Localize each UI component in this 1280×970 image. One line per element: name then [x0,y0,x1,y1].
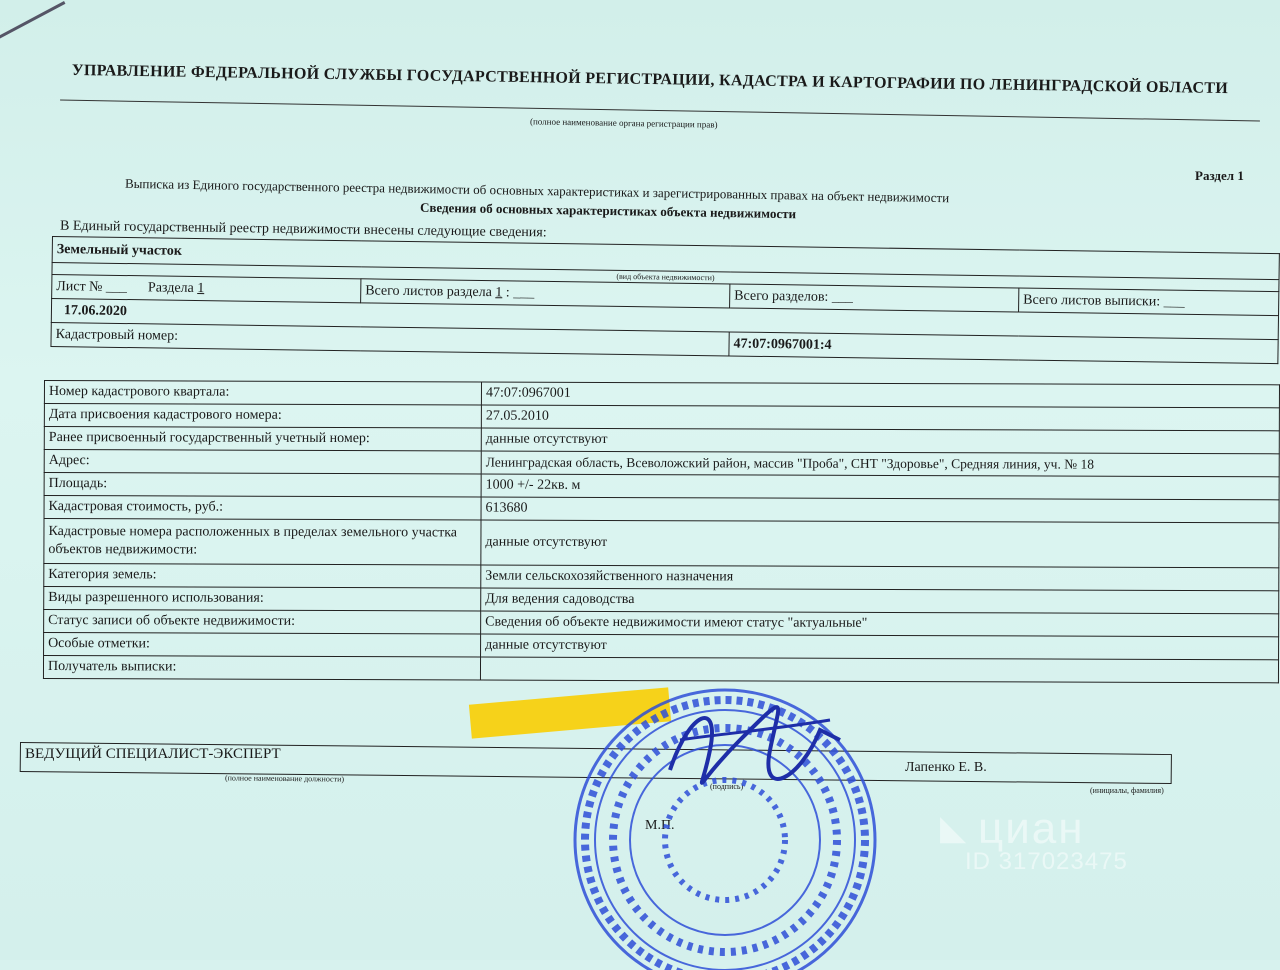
signature-caption: (подпись) [710,782,744,791]
row-label: Кадастровая стоимость, руб.: [44,496,481,521]
total-sheets-cell: Всего листов выписки: ___ [1019,288,1279,316]
row-value: 1000 +/- 22кв. м [481,474,1279,500]
position-title: ВЕДУЩИЙ СПЕЦИАЛИСТ-ЭКСПЕРТ [25,746,281,762]
sheet-cell: Лист № ___ Раздела 1 [52,275,361,303]
row-label: Статус записи об объекте недвижимости: [44,610,481,635]
signer-name: Лапенко Е. В. [905,760,987,775]
row-value: Для ведения садоводства [481,588,1279,614]
row-label: Ранее присвоенный государственный учетный номер: [44,427,481,452]
row-value: Сведения об объекте недвижимости имеют статус "актуальные" [481,611,1279,637]
total-sheets-section-label: Всего листов раздела [365,282,492,300]
signature-icon [650,680,850,800]
total-sheets-label: Всего листов выписки: [1023,292,1161,309]
pin-mark [0,1,65,46]
row-value: данные отсутствуют [481,520,1279,568]
row-label: Категория земель: [44,564,481,589]
row-value: 613680 [481,497,1279,523]
seal-mark: М.П. [645,818,675,833]
total-sections-cell: Всего разделов: ___ [730,284,1019,312]
cadastral-number: 47:07:0967001:4 [729,332,1278,364]
section-num-label: Раздела [147,279,194,296]
table-row [44,519,1279,568]
row-label: Виды разрешенного использования: [44,587,481,612]
watermark-id: ID 317023475 [965,848,1128,875]
total-sheets-section-cell: Всего листов раздела 1 : ___ [361,279,730,308]
position-caption: (полное наименование должности) [224,773,345,784]
row-value: 47:07:0967001 [481,382,1279,408]
row-label: Площадь: [44,473,481,498]
row-value: Ленинградская область, Всеволожский район, массив "Проба", СНТ "Здоровье", Средняя линия, уч. № 18 [481,451,1279,477]
cadastral-label: Кадастровый номер: [51,322,729,355]
row-label: Особые отметки: [44,633,481,658]
watermark-brand: циан [978,804,1085,853]
object-type-caption: (вид объекта недвижимости) [52,263,1279,292]
object-header-table [50,236,1279,364]
total-sections-label: Всего разделов: [734,288,829,305]
object-type: Земельный участок [52,237,1279,280]
intro-text: В Единый государственный реестр недвижимости внесены следующие сведения: [59,218,547,241]
row-label: Дата присвоения кадастрового номера: [44,404,481,429]
section-label: Раздел 1 [1195,168,1244,183]
row-value: данные отсутствуют [481,634,1279,660]
subtitle: Сведения об основных характеристиках объекта недвижимости [419,199,797,222]
row-value: 27.05.2010 [481,405,1279,431]
org-caption: (полное наименование органа регистрации прав) [529,116,718,130]
row-label: Получатель выписки: [43,656,480,681]
row-label: Адрес: [44,450,481,475]
section-num: 1 [197,280,205,296]
extract-title: Выписка из Единого государственного реестра недвижимости об основных характеристиках и зарегистрированных правах на объект недвижимости [124,175,950,206]
row-value: Земли сельскохозяйственного назначения [481,565,1279,591]
row-value: данные отсутствуют [481,428,1279,454]
extract-date: 17.06.2020 [51,299,1278,340]
sheet-label: Лист № [56,278,103,295]
watermark-logo-icon: ◣ [940,809,967,847]
total-sheets-section: 1 [495,284,503,300]
name-caption: (инициалы, фамилия) [1090,786,1164,795]
row-label: Номер кадастрового квартала: [44,381,481,406]
row-label: Кадастровые номера расположенных в пределах земельного участка объектов недвижимости: [44,519,481,566]
characteristics-table [43,380,1280,683]
org-name: УПРАВЛЕНИЕ ФЕДЕРАЛЬНОЙ СЛУЖБЫ ГОСУДАРСТВЕННОЙ РЕГИСТРАЦИИ, КАДАСТРА И КАРТОГРАФИИ ПО ЛЕНИНГРАДСКОЙ ОБЛАСТИ [71,61,1229,98]
